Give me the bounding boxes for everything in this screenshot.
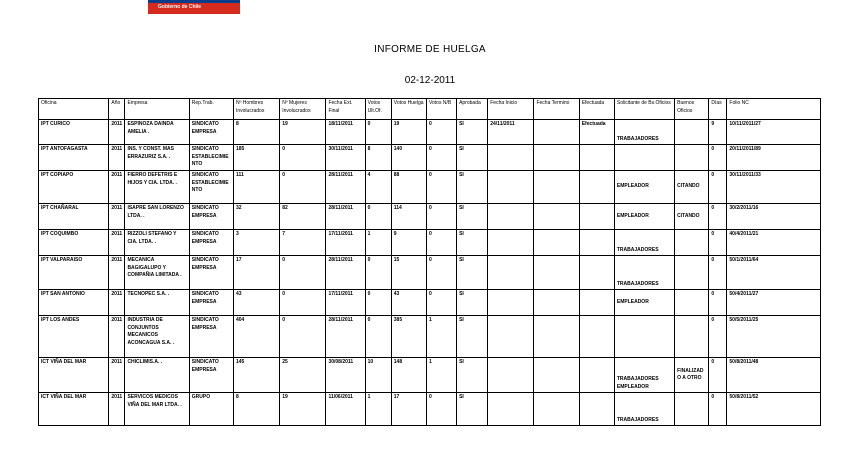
table-cell: 8 <box>233 393 279 426</box>
table-cell: 0 <box>709 358 727 393</box>
table-cell: 0 <box>709 393 727 426</box>
table-cell: ICT VIÑA DEL MAR <box>39 358 109 393</box>
table-cell: 111 <box>233 171 279 204</box>
table-cell <box>675 256 709 290</box>
table-cell: 32 <box>233 204 279 230</box>
table-cell: IPT CURICO <box>39 120 109 145</box>
table-cell: SINDICATO EMPRESA <box>189 316 233 358</box>
table-cell: SINDICATO ESTABLECIMIENTO <box>189 145 233 171</box>
table-cell: 8 <box>233 120 279 145</box>
table-cell: 1 <box>365 230 391 256</box>
table-cell: EMPLEADOR <box>614 290 674 316</box>
header-cell: Días <box>709 99 727 120</box>
table-cell <box>488 145 534 171</box>
table-cell <box>534 358 579 393</box>
table-cell: INS. Y CONST. MAS ERRAZURIZ S.A. . <box>125 145 189 171</box>
table-cell: 0 <box>709 145 727 171</box>
header-cell: Votos Huelga <box>391 99 426 120</box>
table-cell: SINDICATO ESTABLECIMIENTO <box>189 171 233 204</box>
table-cell: 50/1/2011/64 <box>727 256 821 290</box>
report-date: 02-12-2011 <box>404 75 456 86</box>
table-cell <box>579 230 614 256</box>
table-cell: 15 <box>391 256 426 290</box>
table-cell <box>579 204 614 230</box>
table-cell: 3 <box>233 230 279 256</box>
table-row <box>39 358 821 393</box>
table-cell: 19 <box>280 120 326 145</box>
table-row <box>39 316 821 358</box>
table-cell <box>579 171 614 204</box>
table-cell <box>488 290 534 316</box>
header-cell: Aprobada <box>457 99 488 120</box>
table-cell: 18/11/2011 <box>326 120 365 145</box>
table-cell: SINDICATO EMPRESA <box>189 230 233 256</box>
table-cell: 9 <box>391 230 426 256</box>
table-cell: RIZZOLI STEFANO Y CIA. LTDA. . <box>125 230 189 256</box>
table-cell: 88 <box>391 171 426 204</box>
table-cell: SI <box>457 204 488 230</box>
table-cell: 145 <box>233 358 279 393</box>
table-cell <box>579 145 614 171</box>
table-cell: SI <box>457 358 488 393</box>
table-cell: EMPLEADOR <box>614 204 674 230</box>
table-cell: 30/08/2011 <box>326 358 365 393</box>
table-cell: 30/2/2011/16 <box>727 204 821 230</box>
table-cell <box>534 256 579 290</box>
table-cell: 0 <box>426 393 456 426</box>
table-cell <box>488 358 534 393</box>
table-cell <box>488 171 534 204</box>
table-cell: 0 <box>280 256 326 290</box>
header-cell: Empresa <box>125 99 189 120</box>
strike-report-table <box>38 98 821 426</box>
table-cell: 4 <box>365 171 391 204</box>
table-cell <box>488 393 534 426</box>
table-cell: ISAPRE SAN LORENZO LTDA. . <box>125 204 189 230</box>
table-cell: 50/8/2011/48 <box>727 358 821 393</box>
table-cell: SI <box>457 393 488 426</box>
table-cell: 7 <box>280 230 326 256</box>
header-cell: Nº Mujeres Involucrados <box>280 99 326 120</box>
table-row <box>39 120 821 145</box>
table-cell: SINDICATO EMPRESA <box>189 358 233 393</box>
table-cell: SINDICATO EMPRESA <box>189 204 233 230</box>
table-cell: 0 <box>365 316 391 358</box>
table-cell: 24/11/2011 <box>488 120 534 145</box>
table-cell: TRABAJADORES <box>614 120 674 145</box>
table-cell <box>675 393 709 426</box>
table-cell: IPT LOS ANDES <box>39 316 109 358</box>
table-cell: 0 <box>426 290 456 316</box>
table-cell: 0 <box>426 204 456 230</box>
header-cell: Folio NC <box>727 99 821 120</box>
table-cell: 0 <box>365 204 391 230</box>
table-cell: 10 <box>365 358 391 393</box>
table-cell: SI <box>457 171 488 204</box>
table-cell <box>534 171 579 204</box>
table-cell <box>534 204 579 230</box>
table-cell: GRUPO <box>189 393 233 426</box>
table-cell <box>534 230 579 256</box>
header-cell: Fecha Inicio <box>488 99 534 120</box>
table-cell: 0 <box>365 290 391 316</box>
table-cell: 19 <box>280 393 326 426</box>
table-cell: 2011 <box>109 358 125 393</box>
table-cell: 43 <box>233 290 279 316</box>
table-cell: 0 <box>709 316 727 358</box>
table-cell: 185 <box>233 145 279 171</box>
table-cell: 40/4/2011/21 <box>727 230 821 256</box>
header-cell: Oficina <box>39 99 109 120</box>
table-cell: 114 <box>391 204 426 230</box>
table-cell: IPT COPIAPO <box>39 171 109 204</box>
header-cell: Efectuada <box>579 99 614 120</box>
table-cell <box>579 256 614 290</box>
table-cell <box>675 316 709 358</box>
table-cell: 11/06/2011 <box>326 393 365 426</box>
table-cell <box>488 316 534 358</box>
table-cell <box>579 290 614 316</box>
table-cell: 17/11/2011 <box>326 290 365 316</box>
table-cell: 50/5/2011/25 <box>727 316 821 358</box>
table-cell: EMPLEADOR <box>614 171 674 204</box>
table-cell <box>614 316 674 358</box>
table-cell: 50/8/2011/52 <box>727 393 821 426</box>
header-cell: Votos N/B <box>426 99 456 120</box>
table-cell: SINDICATO EMPRESA <box>189 290 233 316</box>
table-cell <box>488 256 534 290</box>
table-cell <box>534 290 579 316</box>
table-cell: FINALIZADO A OTRO <box>675 358 709 393</box>
table-cell: SI <box>457 290 488 316</box>
table-cell: FIERRO DEFETRIS E HIJOS Y CIA. LTDA. . <box>125 171 189 204</box>
table-cell: IPT COQUIMBO <box>39 230 109 256</box>
table-cell: 0 <box>709 256 727 290</box>
table-cell: 385 <box>391 316 426 358</box>
table-row <box>39 290 821 316</box>
table-cell: CHICLIMIS.A. . <box>125 358 189 393</box>
table-cell: SI <box>457 316 488 358</box>
table-cell: 82 <box>280 204 326 230</box>
header-cell: Nº Hombres Involucrados <box>233 99 279 120</box>
table-cell: 0 <box>709 171 727 204</box>
table-cell <box>579 316 614 358</box>
table-cell: INDUSTRIA DE CONJUNTOS MECANICOS ACONCAGUA S.A. . <box>125 316 189 358</box>
table-header-row <box>39 99 821 120</box>
table-cell <box>488 230 534 256</box>
table-cell: SERVICOS MEDICOS VIÑA DEL MAR LTDA. . <box>125 393 189 426</box>
table-cell: 0 <box>709 230 727 256</box>
table-cell: 1 <box>426 358 456 393</box>
table-cell: ICT VIÑA DEL MAR <box>39 393 109 426</box>
table-cell: 19 <box>391 120 426 145</box>
table-cell: 0 <box>280 316 326 358</box>
table-row <box>39 256 821 290</box>
table-cell <box>534 145 579 171</box>
table-cell: 1 <box>426 316 456 358</box>
table-cell: SI <box>457 230 488 256</box>
table-cell <box>534 316 579 358</box>
table-cell <box>579 393 614 426</box>
table-cell: SI <box>457 145 488 171</box>
table-cell: 1 <box>365 393 391 426</box>
table-row <box>39 171 821 204</box>
table-row <box>39 204 821 230</box>
table-cell: 17 <box>233 256 279 290</box>
table-cell: SINDICATO EMPRESA <box>189 120 233 145</box>
gobierno-logo <box>148 0 240 14</box>
table-cell: 25 <box>280 358 326 393</box>
report-title: INFORME DE HUELGA <box>374 44 486 55</box>
table-cell: 8 <box>365 145 391 171</box>
table-cell: MECANICA BAGIGALUPO Y COMPAÑIA LIMITADA . <box>125 256 189 290</box>
table-cell: 30/11/2011/33 <box>727 171 821 204</box>
table-cell <box>675 230 709 256</box>
table-cell: 404 <box>233 316 279 358</box>
table-cell: 43 <box>391 290 426 316</box>
header-cell: Fecha Ext. Final <box>326 99 365 120</box>
header-cell: Votos Ult.Of. <box>365 99 391 120</box>
table-row <box>39 393 821 426</box>
table-cell: 28/11/2011 <box>326 171 365 204</box>
table-cell: 2011 <box>109 230 125 256</box>
table-cell: TECNOPEC S.A. . <box>125 290 189 316</box>
table-cell: CITANDO <box>675 204 709 230</box>
logo-text: Gobierno de Chile <box>158 4 202 10</box>
table-cell: 2011 <box>109 393 125 426</box>
table-cell: SINDICATO EMPRESA <box>189 256 233 290</box>
table-cell: 2011 <box>109 204 125 230</box>
table-cell: IPT CHAÑARAL <box>39 204 109 230</box>
table-cell: 9 <box>709 120 727 145</box>
table-cell <box>675 120 709 145</box>
header-cell: Solicitante de Bs.Oficios <box>614 99 674 120</box>
table-cell: 2011 <box>109 256 125 290</box>
table-cell: 0 <box>709 290 727 316</box>
table-cell: 28/11/2011 <box>326 204 365 230</box>
table-cell <box>579 358 614 393</box>
table-cell: 2011 <box>109 120 125 145</box>
table-cell: 28/11/2011 <box>326 316 365 358</box>
table-cell: IPT VALPARAISO <box>39 256 109 290</box>
table-cell: TRABAJADORES <box>614 230 674 256</box>
table-cell: TRABAJADORES EMPLEADOR <box>614 358 674 393</box>
table-cell: 0 <box>426 230 456 256</box>
table-cell <box>488 204 534 230</box>
header-cell: Año <box>109 99 125 120</box>
table-cell <box>534 393 579 426</box>
table-cell: 28/11/2011 <box>326 256 365 290</box>
table-cell: TRABAJADORES <box>614 256 674 290</box>
table-cell: 17 <box>391 393 426 426</box>
table-cell: 50/4/2011/27 <box>727 290 821 316</box>
table-cell <box>614 145 674 171</box>
table-cell <box>675 145 709 171</box>
table-cell: 0 <box>280 290 326 316</box>
table-cell: IPT SAN ANTONIO <box>39 290 109 316</box>
table-cell <box>534 120 579 145</box>
table-cell: 2011 <box>109 145 125 171</box>
table-cell: ESPINOZA DAINDA AMELIA . <box>125 120 189 145</box>
table-cell: 2011 <box>109 290 125 316</box>
table-cell: 2011 <box>109 171 125 204</box>
table-cell: 148 <box>391 358 426 393</box>
table-cell: SI <box>457 120 488 145</box>
table-cell <box>675 290 709 316</box>
table-cell: 0 <box>280 145 326 171</box>
table-row <box>39 145 821 171</box>
table-cell: CITANDO <box>675 171 709 204</box>
table-cell: IPT ANTOFAGASTA <box>39 145 109 171</box>
header-cell: Rep.Trab. <box>189 99 233 120</box>
table-cell: 0 <box>365 256 391 290</box>
table-cell: SI <box>457 256 488 290</box>
table-cell: 20/11/2011/89 <box>727 145 821 171</box>
header-cell: Fecha Termino <box>534 99 579 120</box>
table-cell: 30/11/2011 <box>326 145 365 171</box>
table-cell: 2011 <box>109 316 125 358</box>
table-cell: 17/11/2011 <box>326 230 365 256</box>
table-cell: 0 <box>426 171 456 204</box>
table-cell: 10/11/2011/27 <box>727 120 821 145</box>
table-cell: 0 <box>426 145 456 171</box>
header-cell: Buenos Oficios <box>675 99 709 120</box>
table-row <box>39 230 821 256</box>
table-cell: TRABAJADORES <box>614 393 674 426</box>
table-cell: 140 <box>391 145 426 171</box>
table-cell: 0 <box>426 256 456 290</box>
table-cell: 0 <box>365 120 391 145</box>
table-cell: 0 <box>709 204 727 230</box>
table-cell: Efectuada <box>579 120 614 145</box>
table-cell: 0 <box>426 120 456 145</box>
table-cell: 0 <box>280 171 326 204</box>
